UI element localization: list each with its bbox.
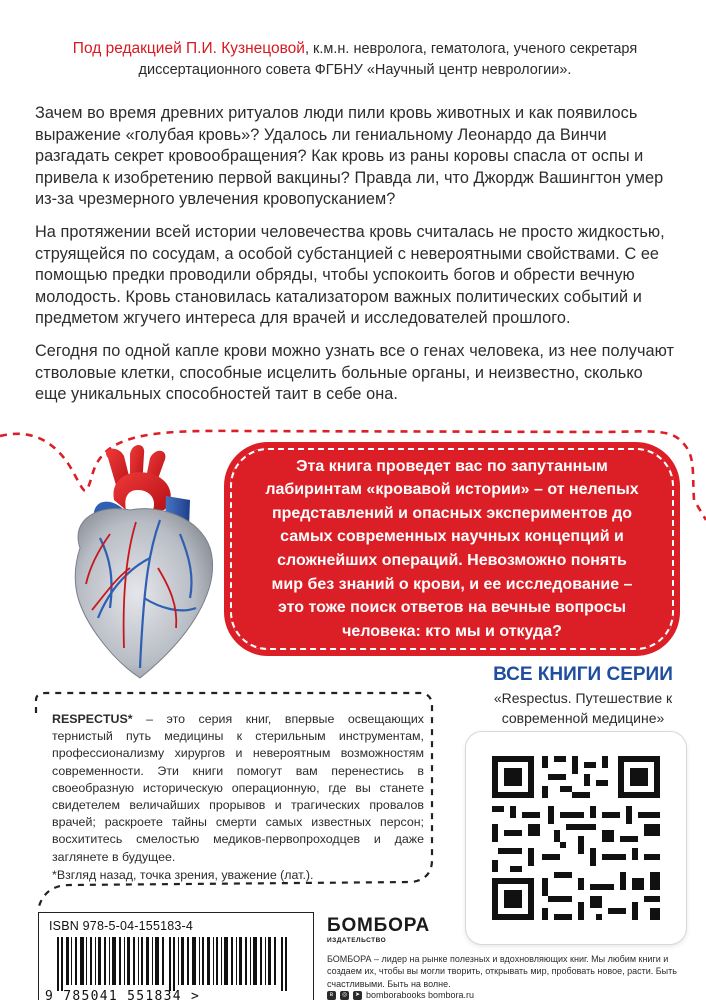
heart-illustration	[40, 438, 240, 688]
isbn-barcode-block	[38, 912, 314, 1000]
respectus-text: – это серия книг, впервые освещающих тернистый путь медицины к стерильным инструментам, профессионализму хирургов и невероятным возможностям современности. Эти книги помогут вам перенестись в своеобразную историческую операционную, где вы станете свидетелем величайших прорывов и трагических провалов врачей; раскроете тайны смерти самых известных персон; восхититесь смелостью медиков-первопроходцев и даже заглянете в будущее.	[52, 712, 424, 864]
publisher-links-text[interactable]: bomborabooks bombora.ru	[366, 990, 475, 1000]
paragraph-1: Зачем во время древних ритуалов люди пили кровь животных и как появилось выражение «голубая кровь»? Удалось ли гениальному Леонардо да Винчи разгадать секрет кровообращения? Как кровь из раны коровы спасла от оспы и привела к изобретению первой вакцины? Правда ли, что Джордж Вашингтон умер из-за чрезмерного увлечения кровопусканием?	[35, 104, 664, 209]
editor-name: Под редакцией П.И. Кузнецовой	[72, 40, 305, 57]
callout-box	[230, 448, 674, 650]
series-title: ВСЕ КНИГИ СЕРИИ	[493, 664, 673, 685]
paragraph-2: На протяжении всей истории человечества кровь считалась не просто жидкостью, струящейся по сосудам, а особой субстанцией с невероятными свойствами. С ее помощью предки проводили обряды, чтобы успокоить богов и обрести вечную молодость. Кровь становилась катализатором важных политических событий и предметом жгучего интереса для врачей и исследователей прошлого.	[35, 222, 665, 328]
barcode	[47, 937, 307, 991]
respectus-title: RESPECTUS*	[52, 712, 133, 726]
respectus-description	[52, 711, 424, 884]
telegram-icon[interactable]: ➤	[354, 991, 361, 998]
callout-text: Эта книга проведет вас по запутанным лабиринтам «кровавой истории» – от нелепых представлений и опасных экспериментов до самых современных научных концепций и сложнейших операций. Невозможно понять мир без знаний о крови, и ее исследование – это тоже поиск ответов на вечные вопросы человека: кто мы и откуда?	[265, 457, 639, 640]
vk-icon[interactable]: в	[327, 991, 336, 1000]
respectus-footnote: *Взгляд назад, точка зрения, уважение (лат.).	[52, 867, 314, 882]
isbn-label: ISBN 978-5-04-155183-4	[49, 919, 194, 933]
publisher-logo: БОМБОРА	[327, 915, 431, 936]
paragraph-3: Сегодня по одной капле крови можно узнать все о генах человека, из нее получают стволовые клетки, способные исцелить больные органы, и неизвестно, сколько еще уникальных способностей таит в себе она.	[35, 341, 674, 404]
aortic-arch	[113, 472, 170, 512]
editor-credentials: , к.м.н. невролога, гематолога, ученого секретаря диссертационного совета ФГБНУ «Научный центр неврологии».	[138, 41, 638, 78]
instagram-icon[interactable]: ◎	[341, 991, 348, 998]
qr-code-card[interactable]	[466, 732, 686, 944]
publisher-about: БОМБОРА – лидер на рынке полезных и вдохновляющих книг. Мы любим книги и создаем их, чтобы вы могли творить, открывать мир, пробовать новое, расти. Быть счастливыми. Быть на волне.	[327, 954, 677, 989]
series-subtitle: «Respectus. Путешествие к современной медицине»	[493, 690, 673, 726]
heart-body	[75, 509, 212, 678]
qr-code[interactable]	[466, 732, 686, 944]
publisher-logo-sub: ИЗДАТЕЛЬСТВО	[327, 937, 387, 944]
publisher-links	[327, 990, 474, 1000]
barcode-digits: 9 785041 551834 >	[45, 989, 201, 1000]
